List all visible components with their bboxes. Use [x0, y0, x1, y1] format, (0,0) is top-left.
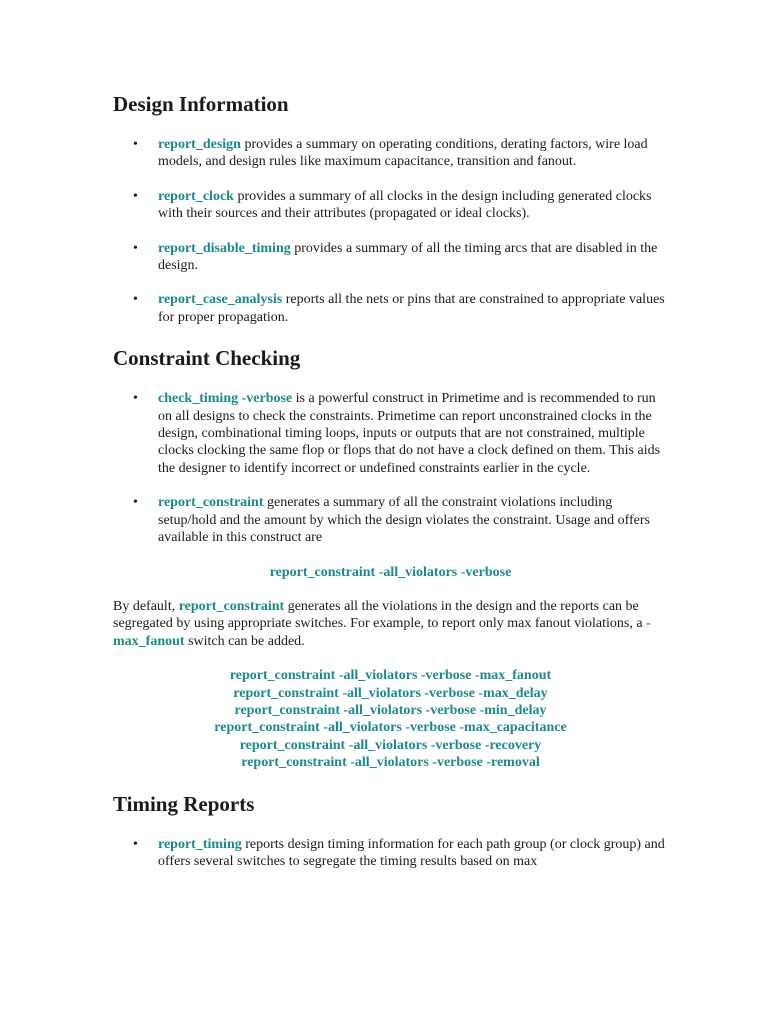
keyword-report-clock: report_clock: [158, 188, 234, 204]
keyword-report-constraint: report_constraint: [158, 495, 264, 511]
list-item: [113, 494, 668, 546]
command-line: report_constraint -all_violators -verbose -min_delay: [234, 702, 547, 718]
list-item: [113, 136, 668, 171]
keyword-max-fanout: -max_fanout: [113, 616, 651, 649]
command-line: report_constraint -all_violators -verbose -max_delay: [233, 685, 548, 701]
timing-reports-list: [113, 836, 668, 871]
para-text: generates all the violations in the design and the reports can be segregated by using appropriate switches. For example, to report only max fanout violations, a: [113, 598, 647, 632]
item-text: provides a summary of all clocks in the design including generated clocks with their sources and their attributes (propagated or ideal clocks).: [158, 188, 652, 222]
para-text: By default,: [113, 598, 179, 614]
bullet-icon: •: [133, 188, 138, 204]
heading-design-information: Design Information: [113, 92, 289, 116]
design-information-list: [113, 136, 668, 326]
bullet-icon: •: [133, 292, 138, 308]
command-line: report_constraint -all_violators -verbose -removal: [241, 755, 540, 771]
item-text: provides a summary of all the timing arcs that are disabled in the design.: [158, 240, 658, 274]
bullet-icon: •: [133, 836, 138, 852]
bullet-icon: •: [133, 391, 138, 407]
command-list: [113, 667, 668, 771]
command-line: report_constraint -all_violators -verbose -max_capacitance: [214, 720, 567, 736]
command-line: report_constraint -all_violators -verbose -recovery: [239, 737, 542, 753]
default-paragraph: [113, 598, 668, 650]
item-text: generates a summary of all the constraint violations including setup/hold and the amount by which the design violates the constraint. Usage and offers available in this construct are: [158, 495, 650, 546]
list-item: [113, 188, 668, 223]
bullet-icon: •: [133, 240, 138, 256]
para-text: switch can be added.: [184, 633, 305, 649]
constraint-checking-list: [113, 390, 668, 546]
item-text: reports all the nets or pins that are constrained to appropriate values for proper propagation.: [158, 292, 665, 325]
item-text: reports design timing information for each path group (or clock group) and offers several switches to segregate the timing results based on max: [158, 836, 665, 869]
list-item: [113, 836, 668, 871]
list-item: [113, 240, 668, 275]
keyword-report-case-analysis: report_case_analysis: [158, 292, 283, 308]
keyword-report-disable-timing: report_disable_timing: [158, 240, 291, 256]
item-text: is a powerful construct in Primetime and is recommended to run on all designs to check the constraints. Primetime can report unconstrained clocks in the design, combinational timing loops, inputs or outputs that are not constrained, multiple clocks clocking the same flop or flops that do not have a clock defined on them. This aids the designer to identify incorrect or undefined constraints earlier in the cycle.: [158, 391, 661, 476]
keyword-check-timing: check_timing -verbose: [158, 391, 293, 407]
heading-timing-reports: Timing Reports: [113, 791, 255, 816]
command-line: report_constraint -all_violators -verbose -max_fanout: [229, 668, 552, 684]
bullet-icon: •: [133, 495, 138, 511]
heading-constraint-checking: Constraint Checking: [113, 346, 301, 371]
list-item: [113, 390, 668, 477]
list-item: [113, 291, 668, 326]
command-example: report_constraint -all_violators -verbose: [269, 564, 512, 580]
keyword-report-design: report_design: [158, 137, 241, 152]
keyword-report-constraint: report_constraint: [178, 598, 285, 614]
keyword-report-timing: report_timing: [158, 836, 242, 852]
item-text: provides a summary on operating conditions, derating factors, wire load models, and design rules like maximum capacitance, transition and fanout.: [158, 137, 648, 170]
bullet-icon: •: [133, 137, 138, 152]
